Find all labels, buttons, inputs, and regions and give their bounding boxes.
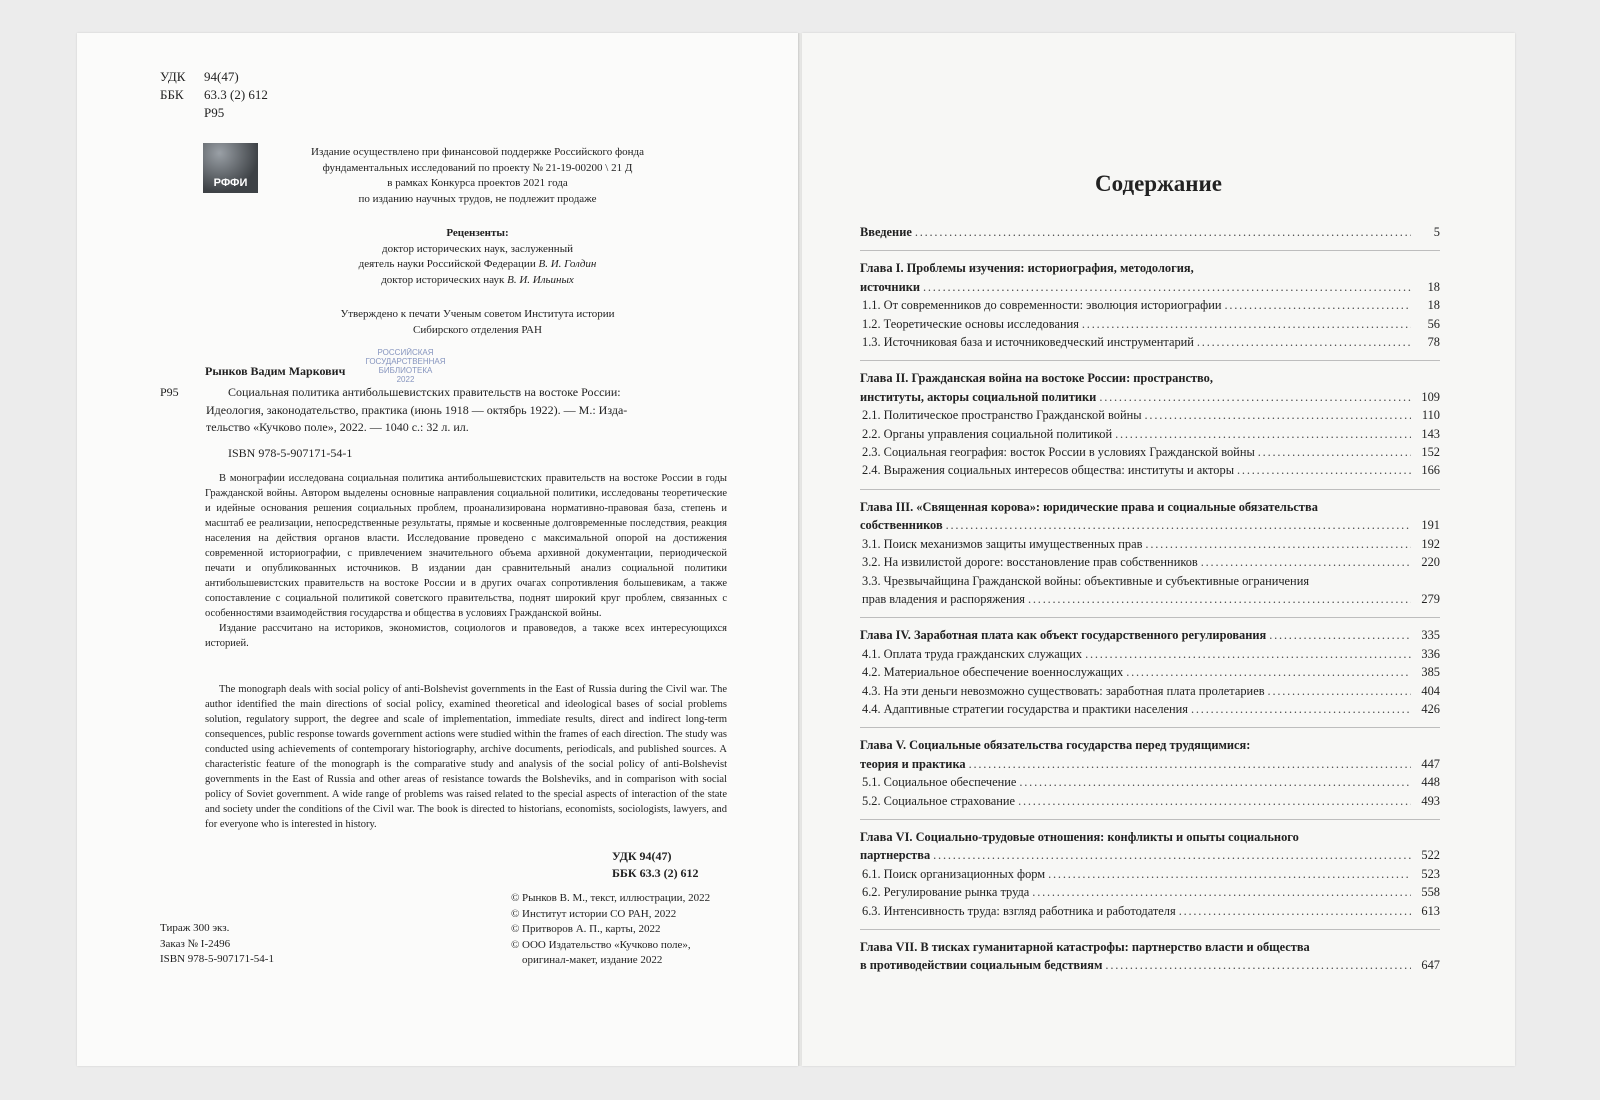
copyright-line (511, 938, 710, 954)
bib-line: Социальная политика антибольшевистских правительств на востоке России: (228, 385, 621, 399)
toc-entry-title: институты, акторы социальной политики (860, 389, 1097, 404)
reviewer-line: доктор исторических наук, заслуженный (382, 242, 573, 255)
toc-page-number: 192 (1421, 536, 1440, 551)
copyright-block (511, 891, 710, 969)
copyright-line (511, 953, 710, 969)
toc-chapter (860, 259, 1440, 351)
copyright-text: ООО Издательство «Кучково поле», (522, 938, 691, 951)
toc-page-number: 558 (1421, 885, 1440, 900)
toc-divider (860, 617, 1440, 618)
toc-divider (860, 727, 1440, 728)
stamp-line: БИБЛИОТЕКА (378, 366, 433, 375)
toc-chapter-line (860, 516, 1440, 534)
bib-line: тельство «Кучково поле», 2022. — 1040 с.: 32 л. ил. (206, 420, 469, 434)
toc-entry-title: собственников (860, 518, 943, 533)
toc-divider (860, 929, 1440, 930)
toc-page-number: 109 (1421, 389, 1440, 404)
code-key: ББК (160, 87, 184, 102)
bottom-code: ББК 63.3 (2) 612 (612, 866, 699, 880)
classification-codes (160, 68, 268, 122)
toc-page-number: 523 (1421, 866, 1440, 881)
copyright-text: Рынков В. М., текст, иллюстрации, 2022 (522, 892, 711, 904)
toc-section-title: 1.2. Теоретические основы исследования (862, 316, 1079, 331)
approval-line: Утверждено к печати Ученым советом Института истории (340, 308, 615, 320)
copyright-symbol: © (511, 892, 520, 904)
toc-page-number: 18 (1427, 298, 1440, 313)
toc-section-title: 3.2. На извилистой дороге: восстановление прав собственников (862, 555, 1198, 570)
code-key (160, 104, 204, 122)
toc-section (860, 461, 1440, 479)
toc-divider (860, 819, 1440, 820)
toc-chapter (860, 938, 1440, 975)
toc-section-title: 4.4. Адаптивные стратегии государства и практики населения (862, 701, 1189, 716)
funding-line: Издание осуществлено при финансовой поддержке Российского фонда (311, 146, 644, 158)
copyright-symbol: © (511, 907, 520, 920)
toc-section (860, 535, 1440, 553)
toc-leader (915, 223, 1411, 241)
toc-divider (860, 489, 1440, 490)
toc-section (860, 883, 1440, 901)
print-info-line: Тираж 300 экз. (160, 922, 230, 934)
reviewer-name: В. И. Ильиных (507, 273, 574, 286)
toc-chapter-line (860, 755, 1440, 773)
toc-leader (1018, 792, 1411, 810)
toc-leader (1048, 865, 1411, 883)
bib-line: Идеология, законодательство, практика (июнь 1918 — октябрь 1922). — М.: Изда- (206, 402, 628, 417)
reviewer-name: В. И. Голдин (538, 258, 597, 271)
toc-section-title: 6.3. Интенсивность труда: взгляд работника и работодателя (862, 903, 1176, 918)
toc-section-title: 5.2. Социальное страхование (862, 793, 1016, 808)
funding-note (250, 145, 705, 207)
toc-chapter-line (860, 278, 1440, 296)
bottom-codes (612, 848, 699, 882)
print-info-line: Заказ № I-2496 (160, 937, 231, 950)
toc-chapter-heading: Глава VII. В тисках гуманитарной катастрофы: партнерство власти и общества (860, 940, 1310, 954)
copyright-line (511, 922, 710, 938)
toc-leader (1099, 388, 1411, 406)
toc-page-number: 191 (1421, 518, 1440, 533)
right-page (802, 33, 1515, 1066)
toc-leader (1191, 700, 1411, 718)
toc-chapter-heading: Глава VI. Социально-трудовые отношения: конфликты и опыты социального (860, 829, 1299, 844)
toc-section-title: 2.4. Выражения социальных интересов общества: институты и акторы (862, 463, 1235, 478)
toc-chapter-heading: Глава V. Социальные обязательства государства перед трудящимися: (860, 738, 1251, 753)
toc-chapter-heading: Глава III. «Священная корова»: юридические права и социальные обязательства (860, 499, 1318, 514)
toc-divider (860, 250, 1440, 251)
toc-leader (1237, 461, 1411, 479)
abstract-paragraph: В монографии исследована социальная политика антибольшевистских правительств на востоке России в годы Гражданской войны. Автором выделены основные направления социальной политики, исследованы теоретические и идейные основания решения социальных проблем, проанализирована нормативно-правовая база, степень и масштаб ее реализации, непосредственные результаты, прямые и косвенные долговременные последствия, реакция населения на действия органов власти. Исследование проведено с максимальной опорой на достижения современной историографии, с привлечением значительного объема архивной документации, периодической печати и опубликованных источников. В издании дан сравнительный анализ социальной политики антибольшевистских правительств на востоке России и в других очагах сопротивления большевикам, а также сопоставление с социальной политикой советского правительства, поднят широкий круг проблем, связанных с особенностями взаимодействия государства и общества в условиях Гражданской войны. (205, 473, 727, 619)
funding-line: в рамках Конкурса проектов 2021 года (387, 177, 568, 190)
toc-section (860, 406, 1440, 424)
toc-section (860, 865, 1440, 883)
toc-section (860, 333, 1440, 351)
toc-section-title: 3.1. Поиск механизмов защиты имущественных прав (862, 536, 1143, 551)
copyright-line (511, 907, 710, 923)
toc-section (860, 315, 1440, 333)
toc-section-title: прав владения и распоряжения (862, 591, 1026, 606)
toc-page-number: 56 (1427, 316, 1440, 331)
toc-page-number: 143 (1421, 426, 1440, 441)
toc-leader (1268, 682, 1411, 700)
toc-title: Содержание (1095, 171, 1222, 196)
table-of-contents (860, 223, 1440, 975)
toc-leader (1224, 296, 1411, 314)
copyright-symbol: © (511, 938, 520, 951)
author-code: Р95 (160, 385, 179, 399)
toc-page-number: 426 (1421, 701, 1440, 716)
toc-section (860, 645, 1440, 663)
toc-entry-title: теория и практика (860, 756, 966, 771)
toc-section-title: 4.3. На эти деньги невозможно существовать: заработная плата пролетариев (862, 683, 1265, 698)
toc-leader (1145, 535, 1411, 553)
toc-entry-title: источники (860, 279, 920, 294)
logo-text: РФФИ (213, 177, 248, 189)
toc-section-title: 2.2. Органы управления социальной политикой (862, 426, 1113, 441)
toc-section-title: 6.1. Поиск организационных форм (862, 866, 1046, 881)
toc-chapter (860, 369, 1440, 479)
toc-page-number: 522 (1421, 848, 1440, 863)
reviewers-title: Рецензенты: (446, 227, 509, 239)
toc-leader (1269, 626, 1411, 644)
stamp-line: ГОСУДАРСТВЕННАЯ (365, 357, 446, 366)
toc-page-number: 166 (1421, 463, 1440, 478)
author-name: Рынков Вадим Маркович (205, 364, 346, 378)
toc-section (860, 443, 1440, 461)
toc-section-title: 1.1. От современников до современности: эволюция историографии (862, 298, 1222, 313)
toc-leader (969, 755, 1411, 773)
reviewer-line (250, 257, 705, 273)
toc-leader (1126, 663, 1411, 681)
toc-leader (1201, 553, 1411, 571)
toc-chapter-line (860, 388, 1440, 406)
toc-section (860, 553, 1440, 571)
toc-page-number: 404 (1421, 683, 1440, 698)
toc-page-number: 336 (1421, 646, 1440, 661)
toc-entry-title: партнерства (860, 848, 931, 863)
reviewer-line (250, 273, 705, 289)
toc-section-title: 6.2. Регулирование рынка труда (862, 885, 1030, 900)
toc-section-title: 2.1. Политическое пространство Гражданской войны (862, 408, 1142, 423)
code-value: 94(47) (204, 69, 239, 84)
toc-chapter (860, 828, 1440, 920)
bibliographic-record (206, 384, 728, 437)
toc-page-number: 152 (1421, 445, 1440, 460)
toc-section (860, 902, 1440, 920)
print-info (160, 921, 274, 968)
toc-leader (1115, 425, 1411, 443)
library-stamp (358, 348, 453, 382)
toc-section-title: 3.3. Чрезвычайщина Гражданской войны: объективные и субъективные ограничения (862, 573, 1310, 588)
toc-page-number: 335 (1421, 628, 1440, 643)
approval-line: Сибирского отделения РАН (413, 323, 542, 336)
code-value: 63.3 (2) 612 (204, 87, 268, 102)
bottom-code: УДК 94(47) (612, 849, 672, 863)
copyright-line (511, 891, 710, 907)
toc-page-number: 385 (1421, 665, 1440, 680)
abstract-en (205, 682, 727, 832)
toc-chapter (860, 626, 1440, 718)
toc-section (860, 296, 1440, 314)
isbn-main: ISBN 978-5-907171-54-1 (228, 446, 353, 460)
toc-page-number: 613 (1421, 903, 1440, 918)
toc-intro (860, 223, 1440, 241)
toc-section-title: 4.2. Материальное обеспечение военнослужащих (862, 665, 1124, 680)
toc-entry-title: Глава IV. Заработная плата как объект государственного регулирования (860, 628, 1267, 643)
toc-section (860, 773, 1440, 791)
toc-leader (1197, 333, 1411, 351)
toc-page-number: 448 (1421, 775, 1440, 790)
toc-page-number: 78 (1427, 335, 1440, 350)
toc-section-title: 4.1. Оплата труда гражданских служащих (862, 646, 1083, 661)
toc-page-number: 493 (1421, 793, 1440, 808)
print-info-line: ISBN 978-5-907171-54-1 (160, 953, 274, 966)
toc-divider (860, 360, 1440, 361)
toc-leader (1179, 902, 1411, 920)
toc-leader (1019, 773, 1411, 791)
toc-entry-title: в противодействии социальным бедствиям (860, 958, 1103, 973)
toc-page-number: 5 (1433, 225, 1440, 239)
toc-page-number: 447 (1421, 756, 1440, 771)
toc-page-number: 647 (1421, 958, 1440, 973)
abstract-paragraph: Издание рассчитано на историков, экономистов, социологов и правоведов, а также всех интересующихся историей. (205, 623, 727, 649)
toc-entry-title: Введение (860, 225, 912, 239)
toc-section (860, 792, 1440, 810)
toc-leader (1145, 406, 1411, 424)
toc-section (860, 590, 1440, 608)
reviewer-text: доктор исторических наук (381, 273, 508, 286)
toc-chapter (860, 736, 1440, 810)
toc-section-title: 2.3. Социальная география: восток России в условиях Гражданской войны (862, 445, 1255, 460)
abstract-en-paragraph: The monograph deals with social policy of anti-Bolshevist governments in the East of Russia during the Civil war. The author identified the main directions of social policy, examined theoretical and ideological bases of social problems solution, regulatory support, the degree and scale of implementation, immediate results, direct and indirect long-term consequences, public response towards government actions were studied within the frames of each direction. The study was conducted using achievements of contemporary historiography, archive documents, periodicals, and published sources. A characteristic feature of the monograph is the comparative study and analysis of the social policy of anti-Bolshevist governments in the East of Russia and other areas of resistance towards the Bolsheviks, and in comparison with social policy of Soviet government. A wide range of problems was raised related to the special aspects of interaction of the state and society under the conditions of the Civil war. The book is directed to historians, economists, sociologists, lawyers, and for everyone who is interested in history. (205, 684, 727, 830)
copyright-symbol: © (511, 923, 520, 936)
toc-leader (946, 516, 1411, 534)
toc-section-title: 1.3. Источниковая база и источниковедческий инструментарий (862, 335, 1194, 350)
copyright-text: Институт истории СО РАН, 2022 (522, 907, 677, 920)
reviewers-block (250, 226, 705, 288)
toc-leader (923, 278, 1411, 296)
toc-section (860, 700, 1440, 718)
toc-chapter (860, 498, 1440, 608)
toc-section (860, 663, 1440, 681)
stamp-line: 2022 (396, 375, 415, 384)
toc-leader (1105, 956, 1411, 974)
copyright-text: оригинал-макет, издание 2022 (522, 954, 663, 967)
toc-section (860, 682, 1440, 700)
toc-chapter-line (860, 626, 1440, 644)
reviewer-text: деятель науки Российской Федерации (358, 258, 539, 271)
toc-section (860, 425, 1440, 443)
stamp-line: РОССИЙСКАЯ (377, 348, 434, 357)
funding-line: фундаментальных исследований по проекту № 21-19-00200 \ 21 Д (322, 161, 633, 174)
toc-leader (1032, 883, 1411, 901)
toc-leader (1082, 315, 1411, 333)
toc-leader (1258, 443, 1411, 461)
toc-chapter-line (860, 846, 1440, 864)
toc-section-title: 5.1. Социальное обеспечение (862, 775, 1017, 790)
toc-page-number: 18 (1427, 279, 1440, 294)
copyright-text: Притворов А. П., карты, 2022 (522, 923, 661, 936)
approval-note (250, 307, 705, 338)
code-key: УДК (160, 69, 186, 84)
toc-chapter-heading: Глава I. Проблемы изучения: историография, методология, (860, 261, 1194, 276)
funding-line: по изданию научных трудов, не подлежит продаже (358, 192, 597, 205)
toc-chapter-heading: Глава II. Гражданская война на востоке России: пространство, (860, 371, 1213, 386)
toc-leader (933, 846, 1411, 864)
toc-page-number: 220 (1421, 555, 1440, 570)
toc-page-number: 279 (1421, 591, 1440, 606)
toc-leader (1028, 590, 1411, 608)
toc-chapter-line (860, 956, 1440, 974)
code-value: Р95 (204, 105, 225, 120)
toc-page-number: 110 (1421, 408, 1440, 423)
abstract-ru (205, 471, 727, 651)
toc-leader (1085, 645, 1411, 663)
